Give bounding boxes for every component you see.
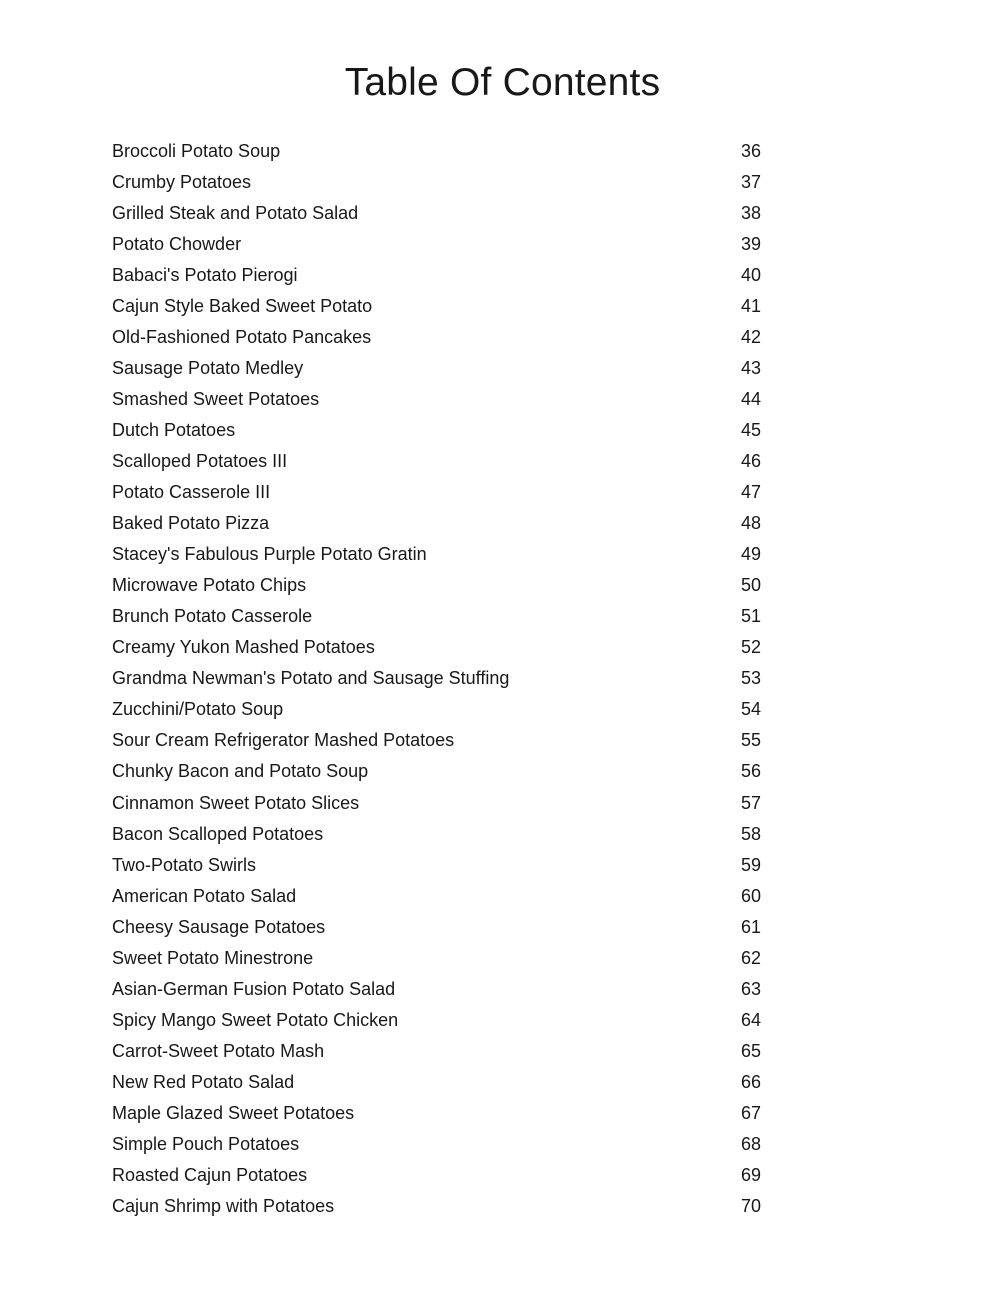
recipe-title: New Red Potato Salad xyxy=(112,1071,295,1092)
page-number: 66 xyxy=(740,1071,761,1092)
toc-entry xyxy=(112,849,761,880)
page-number: 67 xyxy=(740,1102,761,1123)
page-number: 56 xyxy=(740,761,761,782)
recipe-title: Bacon Scalloped Potatoes xyxy=(112,823,324,844)
toc-entry xyxy=(112,135,761,166)
page-number: 65 xyxy=(740,1040,761,1061)
toc-entry xyxy=(112,725,761,756)
recipe-title: Scalloped Potatoes III xyxy=(112,450,288,471)
recipe-title: Sweet Potato Minestrone xyxy=(112,947,314,968)
recipe-title: Sour Cream Refrigerator Mashed Potatoes xyxy=(112,730,455,751)
toc-entry xyxy=(112,973,761,1004)
page-number: 36 xyxy=(740,140,761,161)
page-number: 62 xyxy=(740,947,761,968)
recipe-title: Cheesy Sausage Potatoes xyxy=(112,916,326,937)
toc-entry xyxy=(112,352,761,383)
recipe-title: American Potato Salad xyxy=(112,885,297,906)
recipe-title: Potato Chowder xyxy=(112,233,242,254)
toc-entry xyxy=(112,321,761,352)
page-number: 40 xyxy=(740,264,761,285)
page-number: 38 xyxy=(740,202,761,223)
page-number: 53 xyxy=(740,668,761,689)
page-number: 60 xyxy=(740,885,761,906)
toc-entry xyxy=(112,228,761,259)
recipe-title: Asian-German Fusion Potato Salad xyxy=(112,978,396,999)
toc-entry xyxy=(112,787,761,818)
page-number: 45 xyxy=(740,419,761,440)
recipe-title: Chunky Bacon and Potato Soup xyxy=(112,761,369,782)
recipe-title: Creamy Yukon Mashed Potatoes xyxy=(112,637,375,658)
page-number: 51 xyxy=(740,606,761,627)
toc-entry xyxy=(112,570,761,601)
page-number: 70 xyxy=(740,1196,761,1217)
recipe-title: Cajun Shrimp with Potatoes xyxy=(112,1196,335,1217)
toc-entry xyxy=(112,1066,761,1097)
page-number: 59 xyxy=(740,854,761,875)
toc-entry xyxy=(112,818,761,849)
page-number: 41 xyxy=(740,295,761,316)
recipe-title: Roasted Cajun Potatoes xyxy=(112,1165,308,1186)
toc-entry xyxy=(112,942,761,973)
toc-entry xyxy=(112,539,761,570)
toc-entry xyxy=(112,1160,761,1191)
page-number: 52 xyxy=(740,637,761,658)
recipe-title: Two-Potato Swirls xyxy=(112,854,257,875)
toc-entry xyxy=(112,632,761,663)
page-number: 47 xyxy=(740,482,761,503)
recipe-title: Carrot-Sweet Potato Mash xyxy=(112,1040,325,1061)
recipe-title: Microwave Potato Chips xyxy=(112,575,307,596)
recipe-title: Babaci's Potato Pierogi xyxy=(112,264,298,285)
toc-entry xyxy=(112,259,761,290)
recipe-title: Cajun Style Baked Sweet Potato xyxy=(112,295,373,316)
page-number: 37 xyxy=(740,171,761,192)
page-number: 42 xyxy=(740,326,761,347)
toc-entry xyxy=(112,290,761,321)
toc-entry xyxy=(112,1035,761,1066)
recipe-title: Maple Glazed Sweet Potatoes xyxy=(112,1102,355,1123)
page-number: 57 xyxy=(740,792,761,813)
toc-list xyxy=(112,135,761,1222)
toc-entry xyxy=(112,1097,761,1128)
page-number: 68 xyxy=(740,1134,761,1155)
page-number: 54 xyxy=(740,699,761,720)
page-number: 69 xyxy=(740,1165,761,1186)
toc-entry xyxy=(112,756,761,787)
recipe-title: Zucchini/Potato Soup xyxy=(112,699,284,720)
toc-entry xyxy=(112,880,761,911)
recipe-title: Crumby Potatoes xyxy=(112,171,252,192)
page-number: 55 xyxy=(740,730,761,751)
toc-entry xyxy=(112,414,761,445)
toc-entry xyxy=(112,694,761,725)
page-number: 39 xyxy=(740,233,761,254)
toc-entry xyxy=(112,1129,761,1160)
toc-entry xyxy=(112,383,761,414)
recipe-title: Cinnamon Sweet Potato Slices xyxy=(112,792,360,813)
toc-entry xyxy=(112,601,761,632)
toc-entry xyxy=(112,445,761,476)
toc-entry xyxy=(112,911,761,942)
recipe-title: Brunch Potato Casserole xyxy=(112,606,313,627)
page-number: 61 xyxy=(740,916,761,937)
recipe-title: Stacey's Fabulous Purple Potato Gratin xyxy=(112,544,427,565)
page-number: 50 xyxy=(740,575,761,596)
toc-entry xyxy=(112,508,761,539)
page-number: 48 xyxy=(740,513,761,534)
toc-entry xyxy=(112,477,761,508)
recipe-title: Broccoli Potato Soup xyxy=(112,140,281,161)
toc-entry xyxy=(112,197,761,228)
recipe-title: Potato Casserole III xyxy=(112,482,271,503)
recipe-title: Dutch Potatoes xyxy=(112,419,236,440)
recipe-title: Simple Pouch Potatoes xyxy=(112,1134,300,1155)
recipe-title: Sausage Potato Medley xyxy=(112,357,304,378)
recipe-title: Grilled Steak and Potato Salad xyxy=(112,202,359,223)
page-number: 64 xyxy=(740,1009,761,1030)
recipe-title: Old-Fashioned Potato Pancakes xyxy=(112,326,372,347)
toc-entry xyxy=(112,663,761,694)
toc-entry xyxy=(112,166,761,197)
page-number: 46 xyxy=(740,450,761,471)
page-number: 58 xyxy=(740,823,761,844)
page-title: Table Of Contents xyxy=(344,61,661,104)
recipe-title: Smashed Sweet Potatoes xyxy=(112,388,320,409)
toc-entry xyxy=(112,1191,761,1222)
page-number: 44 xyxy=(740,388,761,409)
recipe-title: Grandma Newman's Potato and Sausage Stuffing xyxy=(112,668,510,689)
toc-entry xyxy=(112,1004,761,1035)
page-number: 63 xyxy=(740,978,761,999)
page-number: 49 xyxy=(740,544,761,565)
recipe-title: Baked Potato Pizza xyxy=(112,513,270,534)
recipe-title: Spicy Mango Sweet Potato Chicken xyxy=(112,1009,399,1030)
page-number: 43 xyxy=(740,357,761,378)
